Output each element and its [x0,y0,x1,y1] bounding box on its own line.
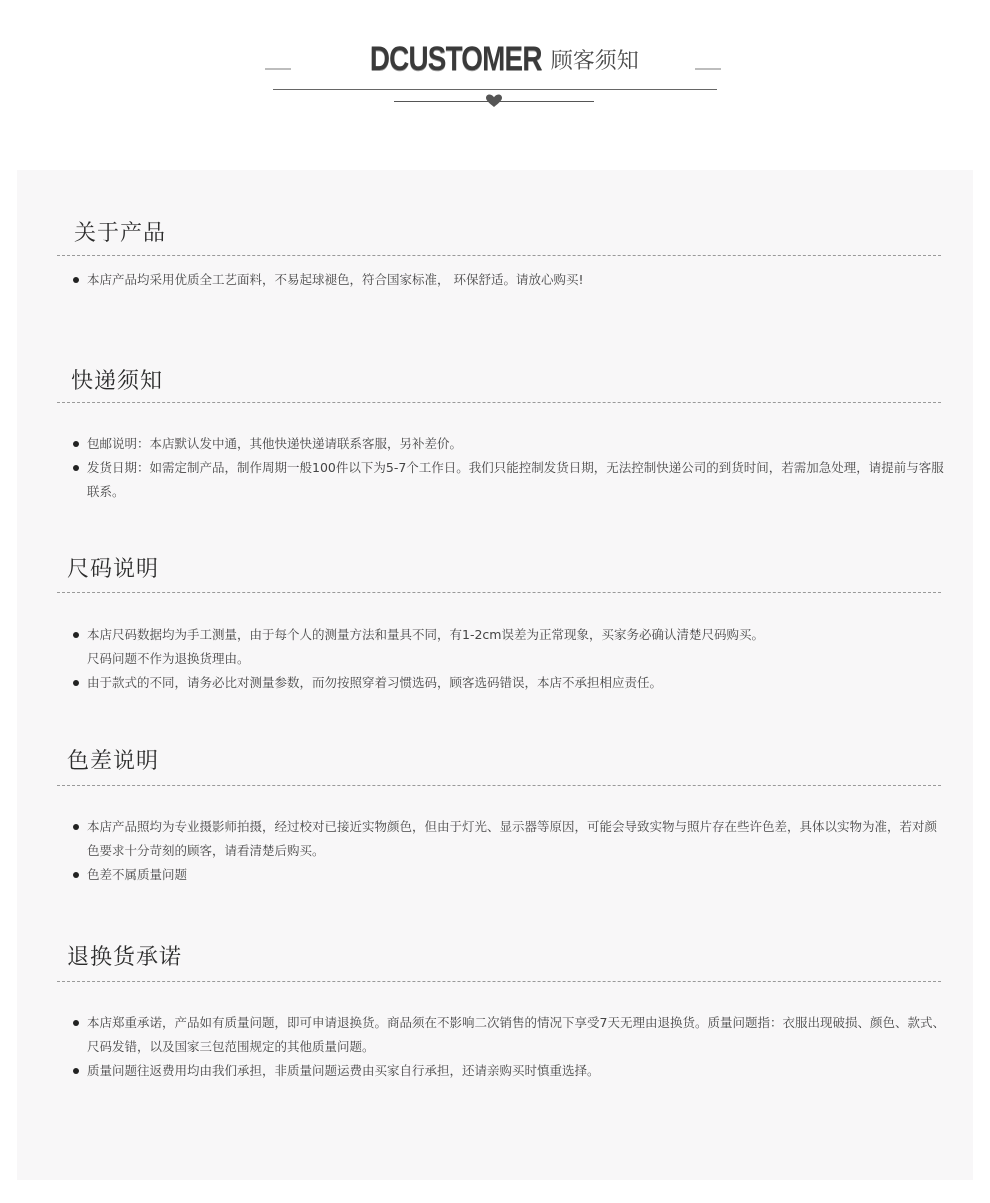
section-divider [57,981,941,982]
bullet-icon [73,277,79,283]
bullet-icon [73,1068,79,1074]
section-list [69,623,949,695]
list-item-text: 由于款式的不同，请务必比对测量参数，而勿按照穿着习惯选码，顾客选码错误，本店不承担相应责任。 [87,675,663,690]
section-list [69,268,949,292]
list-item-text: 包邮说明：本店默认发中通，其他快递快递请联系客服，另补差价。 [87,436,463,451]
list-item-text: 发货日期：如需定制产品，制作周期一般100件以下为5-7个工作日。我们只能控制发货日期，无法控制快递公司的到货时间，若需加急处理，请提前与客服联系。 [87,460,944,499]
page-title-english: DCUSTOMER [370,40,542,78]
bullet-icon [73,632,79,638]
bullet-icon [73,872,79,878]
list-item-text: 本店产品照均为专业摄影师拍摄，经过校对已接近实物颜色，但由于灯光、显示器等原因，可能会导致实物与照片存在些许色差，具体以实物为准，若对颜色要求十分苛刻的顾客，请看清楚后购买。 [87,819,938,858]
list-item [69,623,949,671]
content-panel [17,170,973,1180]
section-title: 尺码说明 [67,557,160,582]
section-list [69,1011,949,1083]
list-item-text: 色差不属质量问题 [87,867,188,882]
section-list [69,432,949,504]
page-title [0,40,990,86]
bullet-icon [73,680,79,686]
section-divider [57,785,941,786]
section-title: 快递须知 [71,369,164,394]
section-divider [57,402,941,403]
bullet-icon [73,465,79,471]
section-divider [57,592,941,593]
section-title: 退换货承诺 [67,945,183,970]
list-item-text: 质量问题往返费用均由我们承担，非质量问题运费由买家自行承担，还请亲购买时慎重选择。 [87,1063,600,1078]
list-item [69,456,949,504]
bullet-icon [73,441,79,447]
list-item [69,863,949,887]
section-title: 色差说明 [67,749,160,774]
list-item-text: 本店尺码数据均为手工测量，由于每个人的测量方法和量具不同，有1-2cm误差为正常现象，买家务必确认清楚尺码购买。 [87,627,764,642]
list-item [69,671,949,695]
list-item-text: 本店产品均采用优质全工艺面料，不易起球褪色，符合国家标准， 环保舒适。请放心购买! [87,272,584,287]
heart-icon [485,92,503,110]
page-header [0,0,990,150]
title-underline [273,89,717,90]
list-item [69,1011,949,1059]
page-title-chinese: 顾客须知 [550,49,639,74]
section-divider [57,255,941,256]
section-title: 关于产品 [74,221,167,246]
list-item-text: 本店郑重承诺，产品如有质量问题，即可申请退换货。商品须在不影响二次销售的情况下享受7天无理由退换货。质量问题指：衣服出现破损、颜色、款式、尺码发错，以及国家三包范围规定的其他质量问题。 [87,1015,945,1054]
bullet-icon [73,824,79,830]
list-item-note: 尺码问题不作为退换货理由。 [87,651,250,666]
list-item [69,268,949,292]
section-list [69,815,949,887]
title-dash-right [695,68,721,70]
list-item [69,1059,949,1083]
list-item [69,432,949,456]
list-item [69,815,949,863]
bullet-icon [73,1020,79,1026]
